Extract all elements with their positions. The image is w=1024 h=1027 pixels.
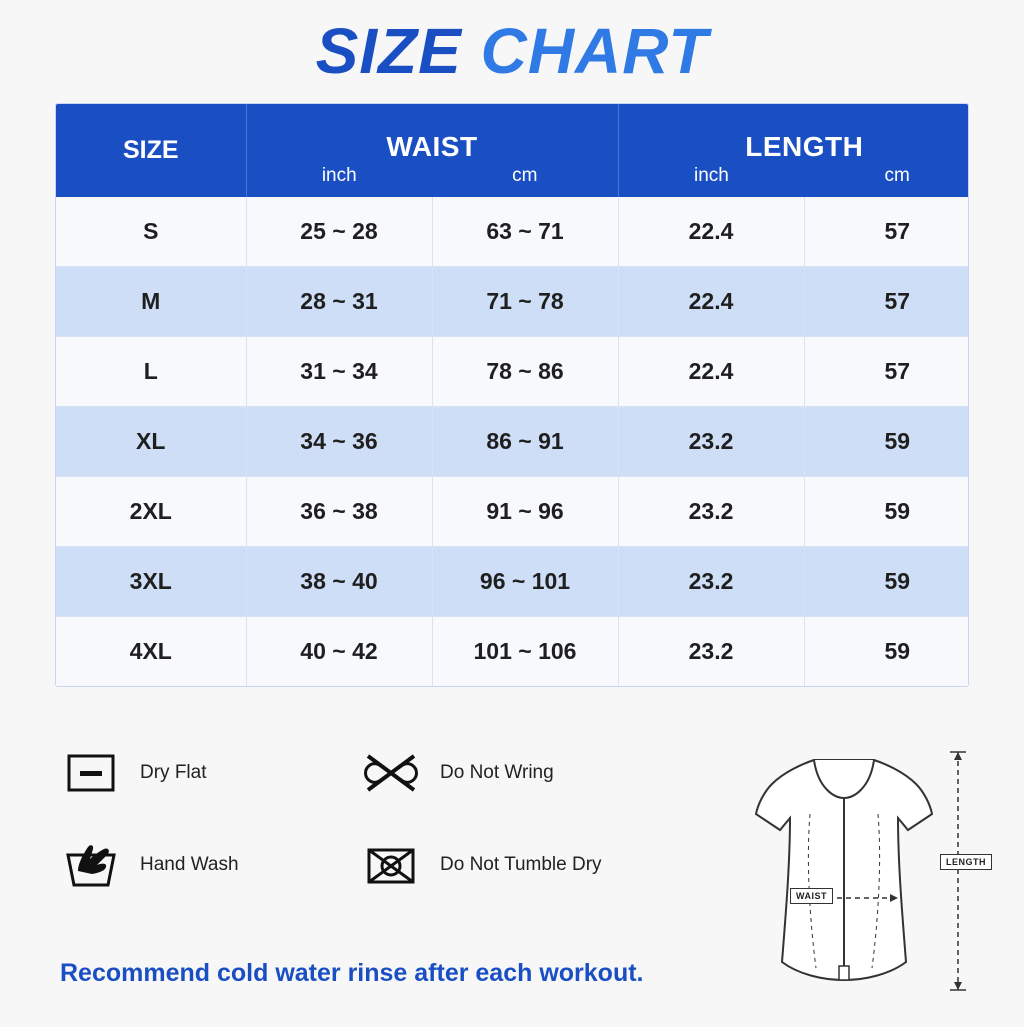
table-head <box>56 104 969 197</box>
size-table <box>56 104 969 686</box>
size-table-wrapper <box>55 103 969 687</box>
cell-waist-inch: 40 ~ 42 <box>246 617 432 687</box>
cell-waist-inch: 34 ~ 36 <box>246 407 432 477</box>
waist-measure-tag: WAIST <box>790 888 833 904</box>
cell-length-inch: 23.2 <box>618 407 804 477</box>
cell-waist-inch: 31 ~ 34 <box>246 337 432 407</box>
table-row <box>56 477 969 547</box>
do-not-tumble-dry-icon <box>360 834 422 896</box>
column-header-length <box>618 104 969 197</box>
cell-length-inch: 22.4 <box>618 267 804 337</box>
page-title-part1: SIZE <box>315 15 462 87</box>
cell-length-cm: 59 <box>804 407 969 477</box>
cell-size: L <box>56 337 246 407</box>
dry-flat-icon <box>60 742 122 804</box>
cell-length-cm: 59 <box>804 477 969 547</box>
cell-size: S <box>56 197 246 267</box>
cell-waist-inch: 28 ~ 31 <box>246 267 432 337</box>
column-header-waist <box>246 104 618 197</box>
cell-waist-cm: 71 ~ 78 <box>432 267 618 337</box>
length-measure-tag: LENGTH <box>940 854 992 870</box>
garment-illustration <box>706 722 1006 1022</box>
page-title <box>0 0 1024 85</box>
table-row <box>56 267 969 337</box>
cell-waist-cm: 91 ~ 96 <box>432 477 618 547</box>
care-row-1 <box>60 742 700 804</box>
footer-note: Recommend cold water rinse after each workout. <box>60 959 644 987</box>
unit-waist-inch: inch <box>321 164 357 186</box>
cell-size: 2XL <box>56 477 246 547</box>
cell-size: 4XL <box>56 617 246 687</box>
cell-waist-inch: 38 ~ 40 <box>246 547 432 617</box>
column-header-waist-units <box>247 165 618 187</box>
garment-diagram <box>706 722 1006 1022</box>
cell-waist-cm: 63 ~ 71 <box>432 197 618 267</box>
cell-waist-inch: 25 ~ 28 <box>246 197 432 267</box>
cell-size: M <box>56 267 246 337</box>
table-body <box>56 197 969 686</box>
column-header-size: SIZE <box>56 104 246 197</box>
cell-length-cm: 57 <box>804 337 969 407</box>
care-item-hand-wash <box>60 834 360 896</box>
cell-length-inch: 23.2 <box>618 617 804 687</box>
unit-length-cm: cm <box>884 164 910 186</box>
cell-size: XL <box>56 407 246 477</box>
cell-waist-cm: 96 ~ 101 <box>432 547 618 617</box>
column-header-length-units <box>619 165 969 187</box>
table-row <box>56 617 969 687</box>
care-label-dry-flat: Dry Flat <box>140 762 207 783</box>
table-row <box>56 197 969 267</box>
cell-waist-cm: 101 ~ 106 <box>432 617 618 687</box>
care-item-dry-flat <box>60 742 360 804</box>
cell-length-inch: 22.4 <box>618 337 804 407</box>
table-header-row <box>56 104 969 197</box>
unit-length-inch: inch <box>693 164 729 186</box>
cell-length-cm: 57 <box>804 267 969 337</box>
cell-length-cm: 59 <box>804 547 969 617</box>
cell-length-inch: 22.4 <box>618 197 804 267</box>
table-row <box>56 337 969 407</box>
table-row <box>56 407 969 477</box>
cell-size: 3XL <box>56 547 246 617</box>
cell-length-cm: 57 <box>804 197 969 267</box>
cell-waist-cm: 78 ~ 86 <box>432 337 618 407</box>
cell-waist-inch: 36 ~ 38 <box>246 477 432 547</box>
care-label-do-not-tumble-dry: Do Not Tumble Dry <box>440 854 602 875</box>
do-not-wring-icon <box>360 742 422 804</box>
cell-length-inch: 23.2 <box>618 547 804 617</box>
care-row-2 <box>60 834 700 896</box>
care-item-do-not-wring <box>360 742 660 804</box>
care-item-do-not-tumble-dry <box>360 834 660 896</box>
care-instructions <box>60 742 700 926</box>
page-title-part2: CHART <box>480 15 709 87</box>
care-label-hand-wash: Hand Wash <box>140 854 239 875</box>
hand-wash-icon <box>60 834 122 896</box>
cell-length-cm: 59 <box>804 617 969 687</box>
cell-length-inch: 23.2 <box>618 477 804 547</box>
table-row <box>56 547 969 617</box>
unit-waist-cm: cm <box>512 164 538 186</box>
column-header-length-label: LENGTH <box>745 130 864 162</box>
care-label-do-not-wring: Do Not Wring <box>440 762 554 783</box>
cell-waist-cm: 86 ~ 91 <box>432 407 618 477</box>
column-header-waist-label: WAIST <box>386 130 478 162</box>
